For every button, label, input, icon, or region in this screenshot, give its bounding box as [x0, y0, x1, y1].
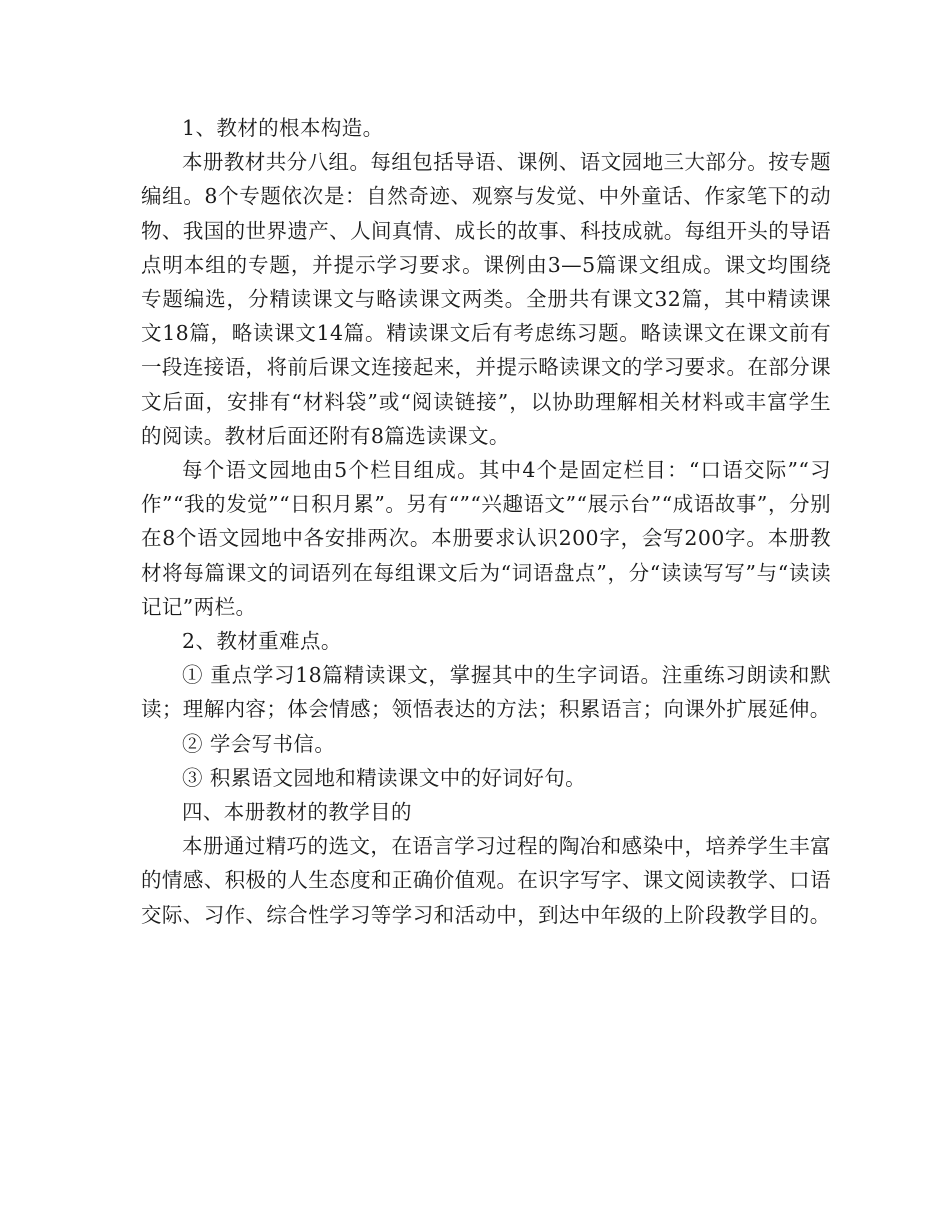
document-body — [141, 111, 831, 932]
list-item-key-point-1: ① 重点学习18篇精读课文，掌握其中的生字词语。注重练习朗读和默读；理解内容；体会情感；领悟表达的方法；积累语言；向课外扩展延伸。 — [141, 663, 831, 722]
list-item-key-point-2: ② 学会写书信。 — [182, 731, 336, 756]
paragraph-textbook-overview: 本册教材共分八组。每组包括导语、课例、语文园地三大部分。按专题编组。8个专题依次是：自然奇迹、观察与发觉、中外童话、作家笔下的动物、我国的世界遗产、人间真情、成长的故事、科技成就。每组开头的导语点明本组的专题，并提示学习要求。课例由3—5篇课文组成。课文均围绕专题编选，分精读课文与略读课文两类。全册共有课文32篇，其中精读课文18篇，略读课文14篇。精读课文后有考虑练习题。略读课文在课文前有一段连接语，将前后课文连接起来，并提示略读课文的学习要求。在部分课文后面，安排有“材料袋”或“阅读链接”，以协助理解相关材料或丰富学生的阅读。教材后面还附有8篇选读课文。 — [141, 150, 831, 448]
heading-teaching-goals: 四、本册教材的教学目的 — [182, 800, 412, 825]
paragraph-teaching-goals: 本册通过精巧的选文，在语言学习过程的陶冶和感染中，培养学生丰富的情感、积极的人生态度和正确价值观。在识字写字、课文阅读教学、口语交际、习作、综合性学习等学习和活动中，到达中年级的上阶段教学目的。 — [141, 834, 831, 927]
list-item-key-point-3: ③ 积累语文园地和精读课文中的好词好句。 — [182, 765, 587, 790]
heading-key-difficulties: 2、教材重难点。 — [182, 629, 342, 654]
paragraph-language-garden: 每个语文园地由5个栏目组成。其中4个是固定栏目：“口语交际”“习作”“我的发觉”“日积月累”。另有“”“兴趣语文”“展示台”“成语故事”，分别在8个语文园地中各安排两次。本册要求认识200字，会写200字。本册教材将每篇课文的词语列在每组课文后为“词语盘点”，分“读读写写”与“读读记记”两栏。 — [141, 458, 831, 619]
heading-textbook-structure: 1、教材的根本构造。 — [182, 116, 384, 140]
